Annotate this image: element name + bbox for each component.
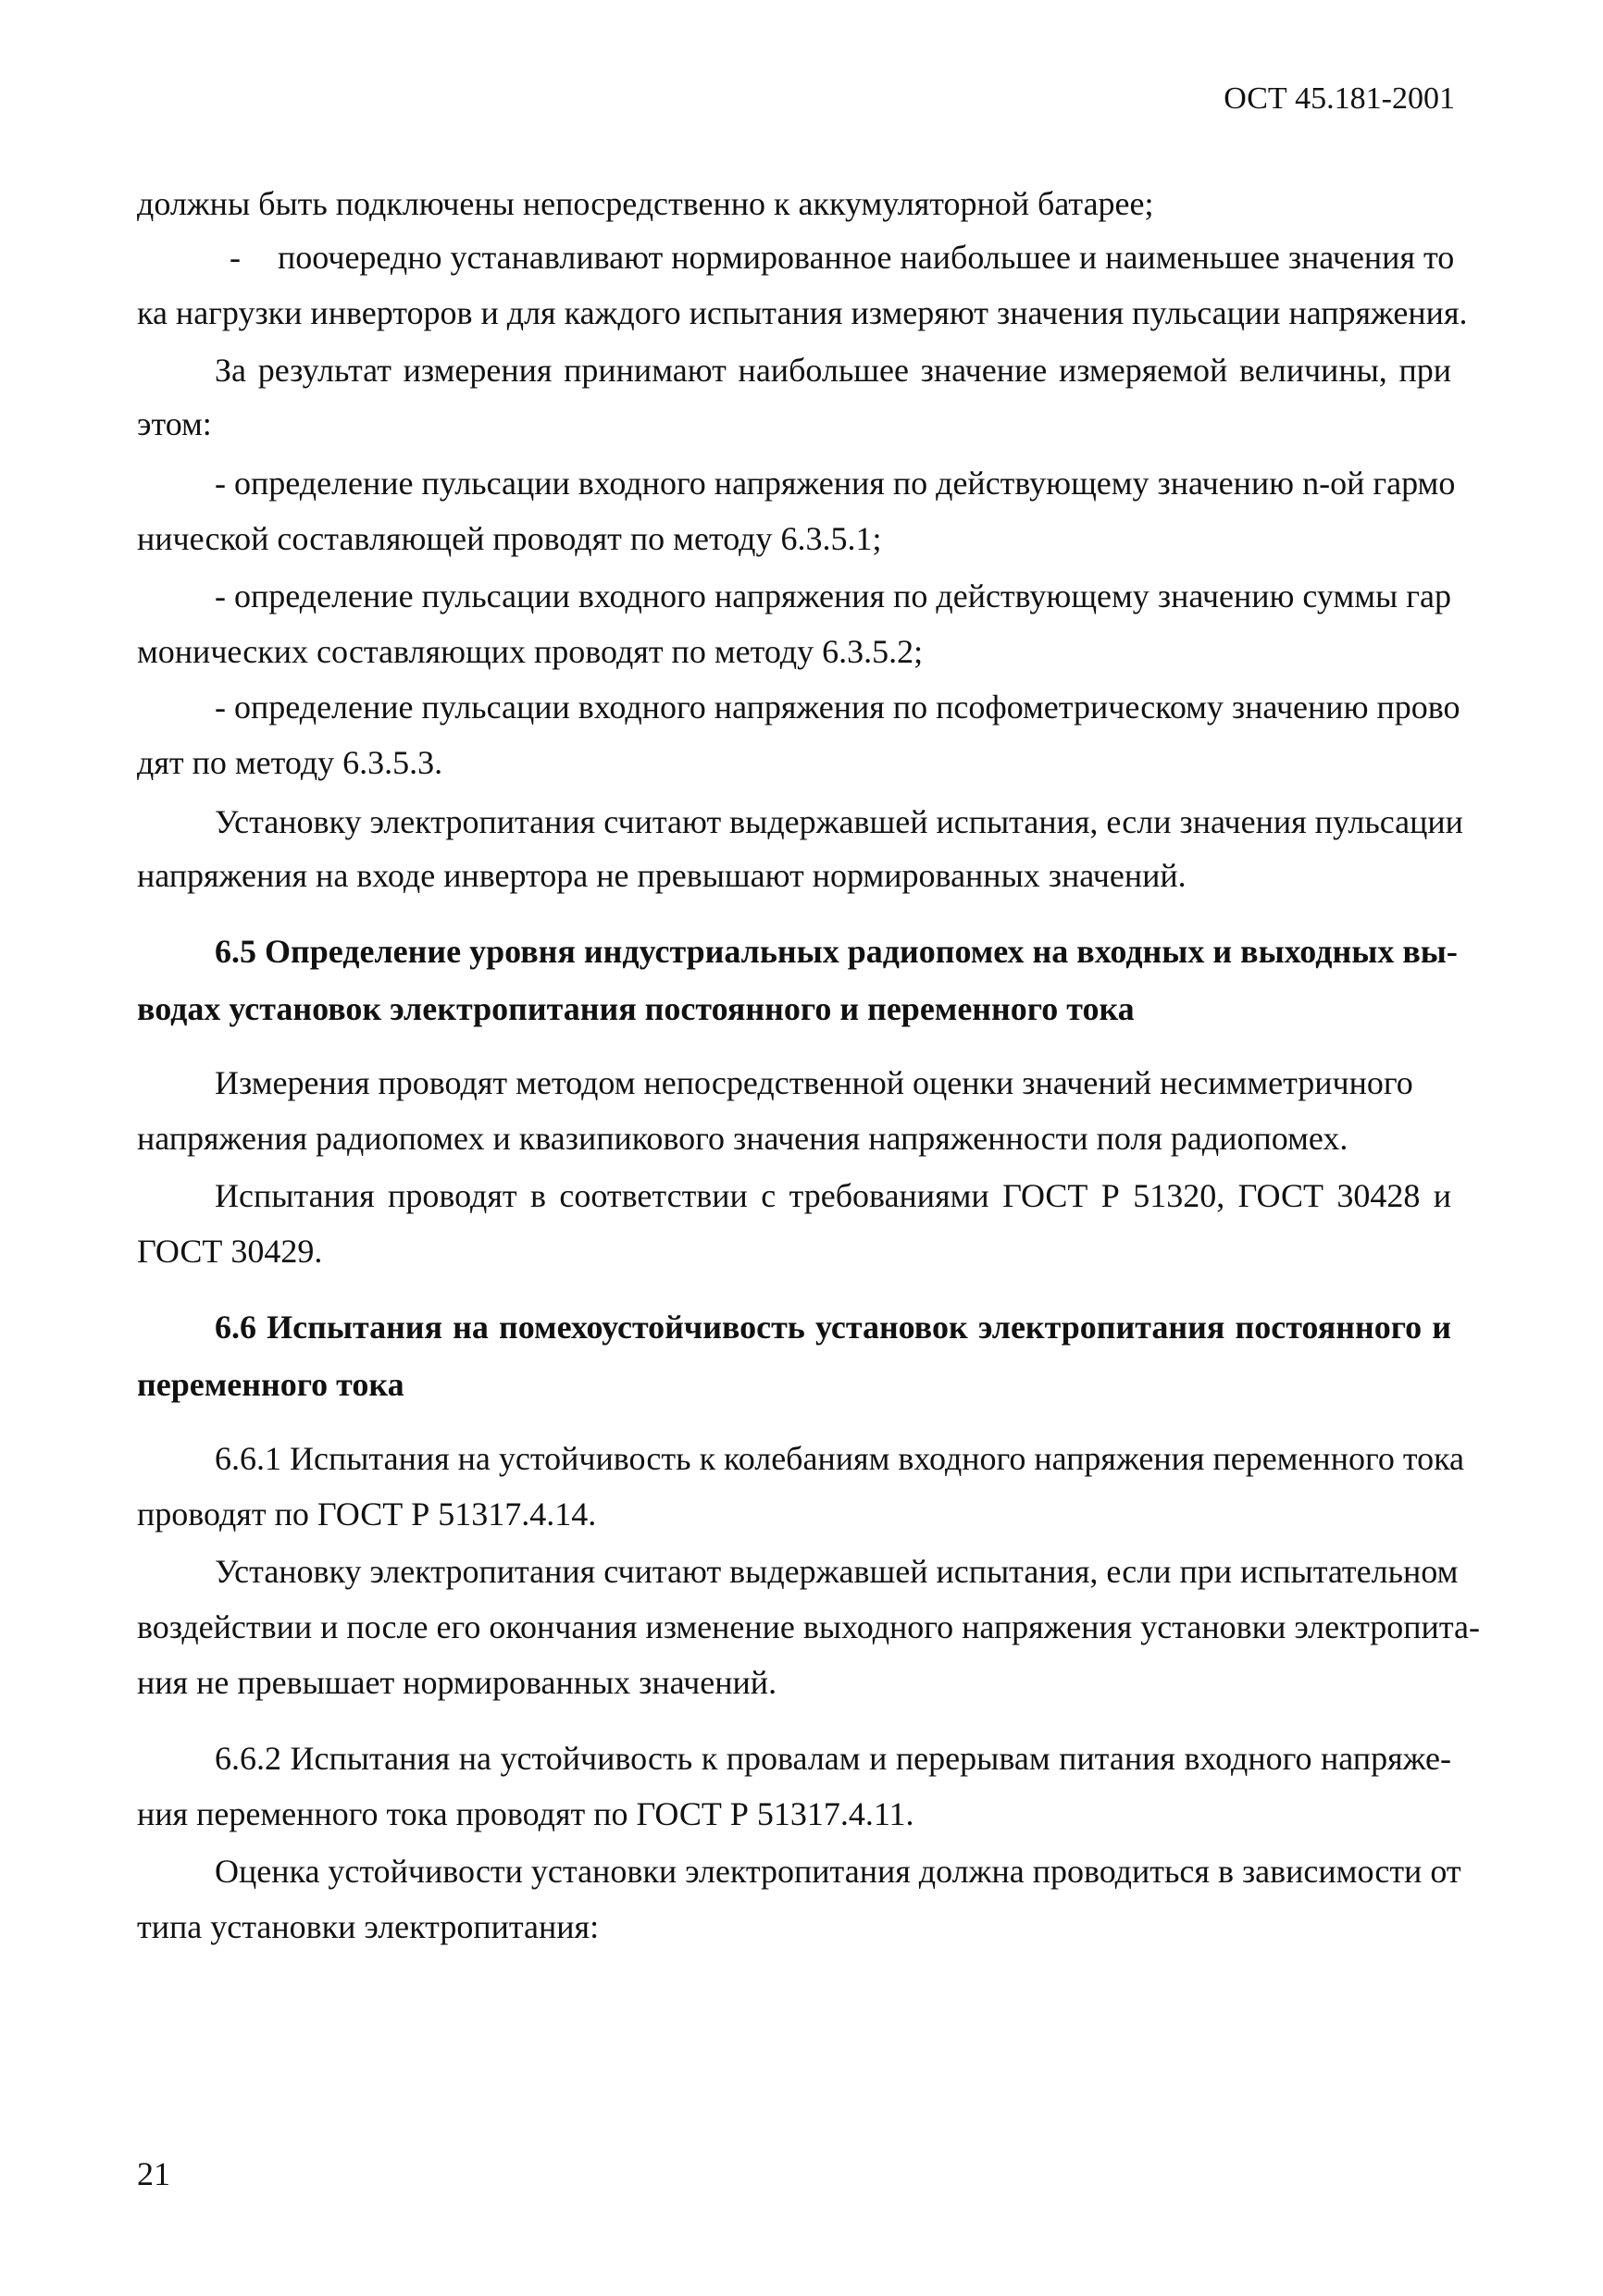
text-line: Оценка устойчивости установки электропитания должна проводиться в зависимости от bbox=[215, 1853, 1461, 1890]
text-line: типа установки электропитания: bbox=[137, 1908, 600, 1945]
text-line: ния не превышает нормированных значений. bbox=[137, 1664, 777, 1701]
text-line: должны быть подключены непосредственно к аккумуляторной батарее; bbox=[137, 185, 1154, 222]
text-line: Установку электропитания считают выдержавшей испытания, если при испытательном bbox=[215, 1553, 1459, 1590]
section-heading-6-5-cont: водах установок электропитания постоянного и переменного тока bbox=[137, 990, 1135, 1027]
text-line: проводят по ГОСТ Р 51317.4.14. bbox=[137, 1496, 597, 1533]
section-heading-6-6-cont: переменного тока bbox=[137, 1366, 404, 1403]
text-line: поочередно устанавливают нормированное наибольшее и наименьшее значения то bbox=[278, 239, 1455, 276]
text-line: ка нагрузки инверторов и для каждого испытания измеряют значения пульсации напряжения. bbox=[137, 294, 1468, 331]
text-line: напряжения на входе инвертора не превышают нормированных значений. bbox=[137, 857, 1187, 894]
section-heading-6-5: 6.5 Определение уровня индустриальных радиопомех на входных и выходных вы- bbox=[215, 933, 1458, 970]
text-line: монических составляющих проводят по методу 6.3.5.2; bbox=[137, 633, 924, 670]
text-line: этом: bbox=[137, 405, 212, 442]
text-line: - определение пульсации входного напряжения по псофометрическому значению прово bbox=[215, 689, 1460, 726]
list-dash: - bbox=[230, 239, 241, 276]
text-line: дят по методу 6.3.5.3. bbox=[137, 744, 443, 781]
text-line: Испытания проводят в соответствии с требованиями ГОСТ Р 51320, ГОСТ 30428 и bbox=[215, 1177, 1451, 1214]
text-line: - определение пульсации входного напряжения по действующему значению суммы гар bbox=[215, 577, 1451, 614]
text-line: ГОСТ 30429. bbox=[137, 1233, 323, 1270]
text-line: ния переменного тока проводят по ГОСТ Р 51317.4.11. bbox=[137, 1795, 914, 1832]
text-line: За результат измерения принимают наибольшее значение измеряемой величины, при bbox=[215, 352, 1451, 389]
text-line: 6.6.2 Испытания на устойчивость к провалам и перерывам питания входного напряже- bbox=[215, 1740, 1451, 1777]
page-number: 21 bbox=[137, 2155, 170, 2192]
text-line: напряжения радиопомех и квазипикового значения напряженности поля радиопомех. bbox=[137, 1120, 1348, 1157]
text-line: Установку электропитания считают выдержавшей испытания, если значения пульсации bbox=[215, 803, 1463, 840]
text-line: 6.6.1 Испытания на устойчивость к колебаниям входного напряжения переменного тока bbox=[215, 1440, 1465, 1477]
text-line: нической составляющей проводят по методу 6.3.5.1; bbox=[137, 520, 882, 557]
document-code: ОСТ 45.181-2001 bbox=[1224, 81, 1455, 116]
text-line: - определение пульсации входного напряжения по действующему значению n-ой гармо bbox=[215, 465, 1456, 502]
section-heading-6-6: 6.6 Испытания на помехоустойчивость установок электропитания постоянного и bbox=[215, 1309, 1451, 1346]
text-line: воздействии и после его окончания изменение выходного напряжения установки электропита- bbox=[137, 1608, 1480, 1645]
text-line: Измерения проводят методом непосредственной оценки значений несимметричного bbox=[215, 1064, 1413, 1101]
